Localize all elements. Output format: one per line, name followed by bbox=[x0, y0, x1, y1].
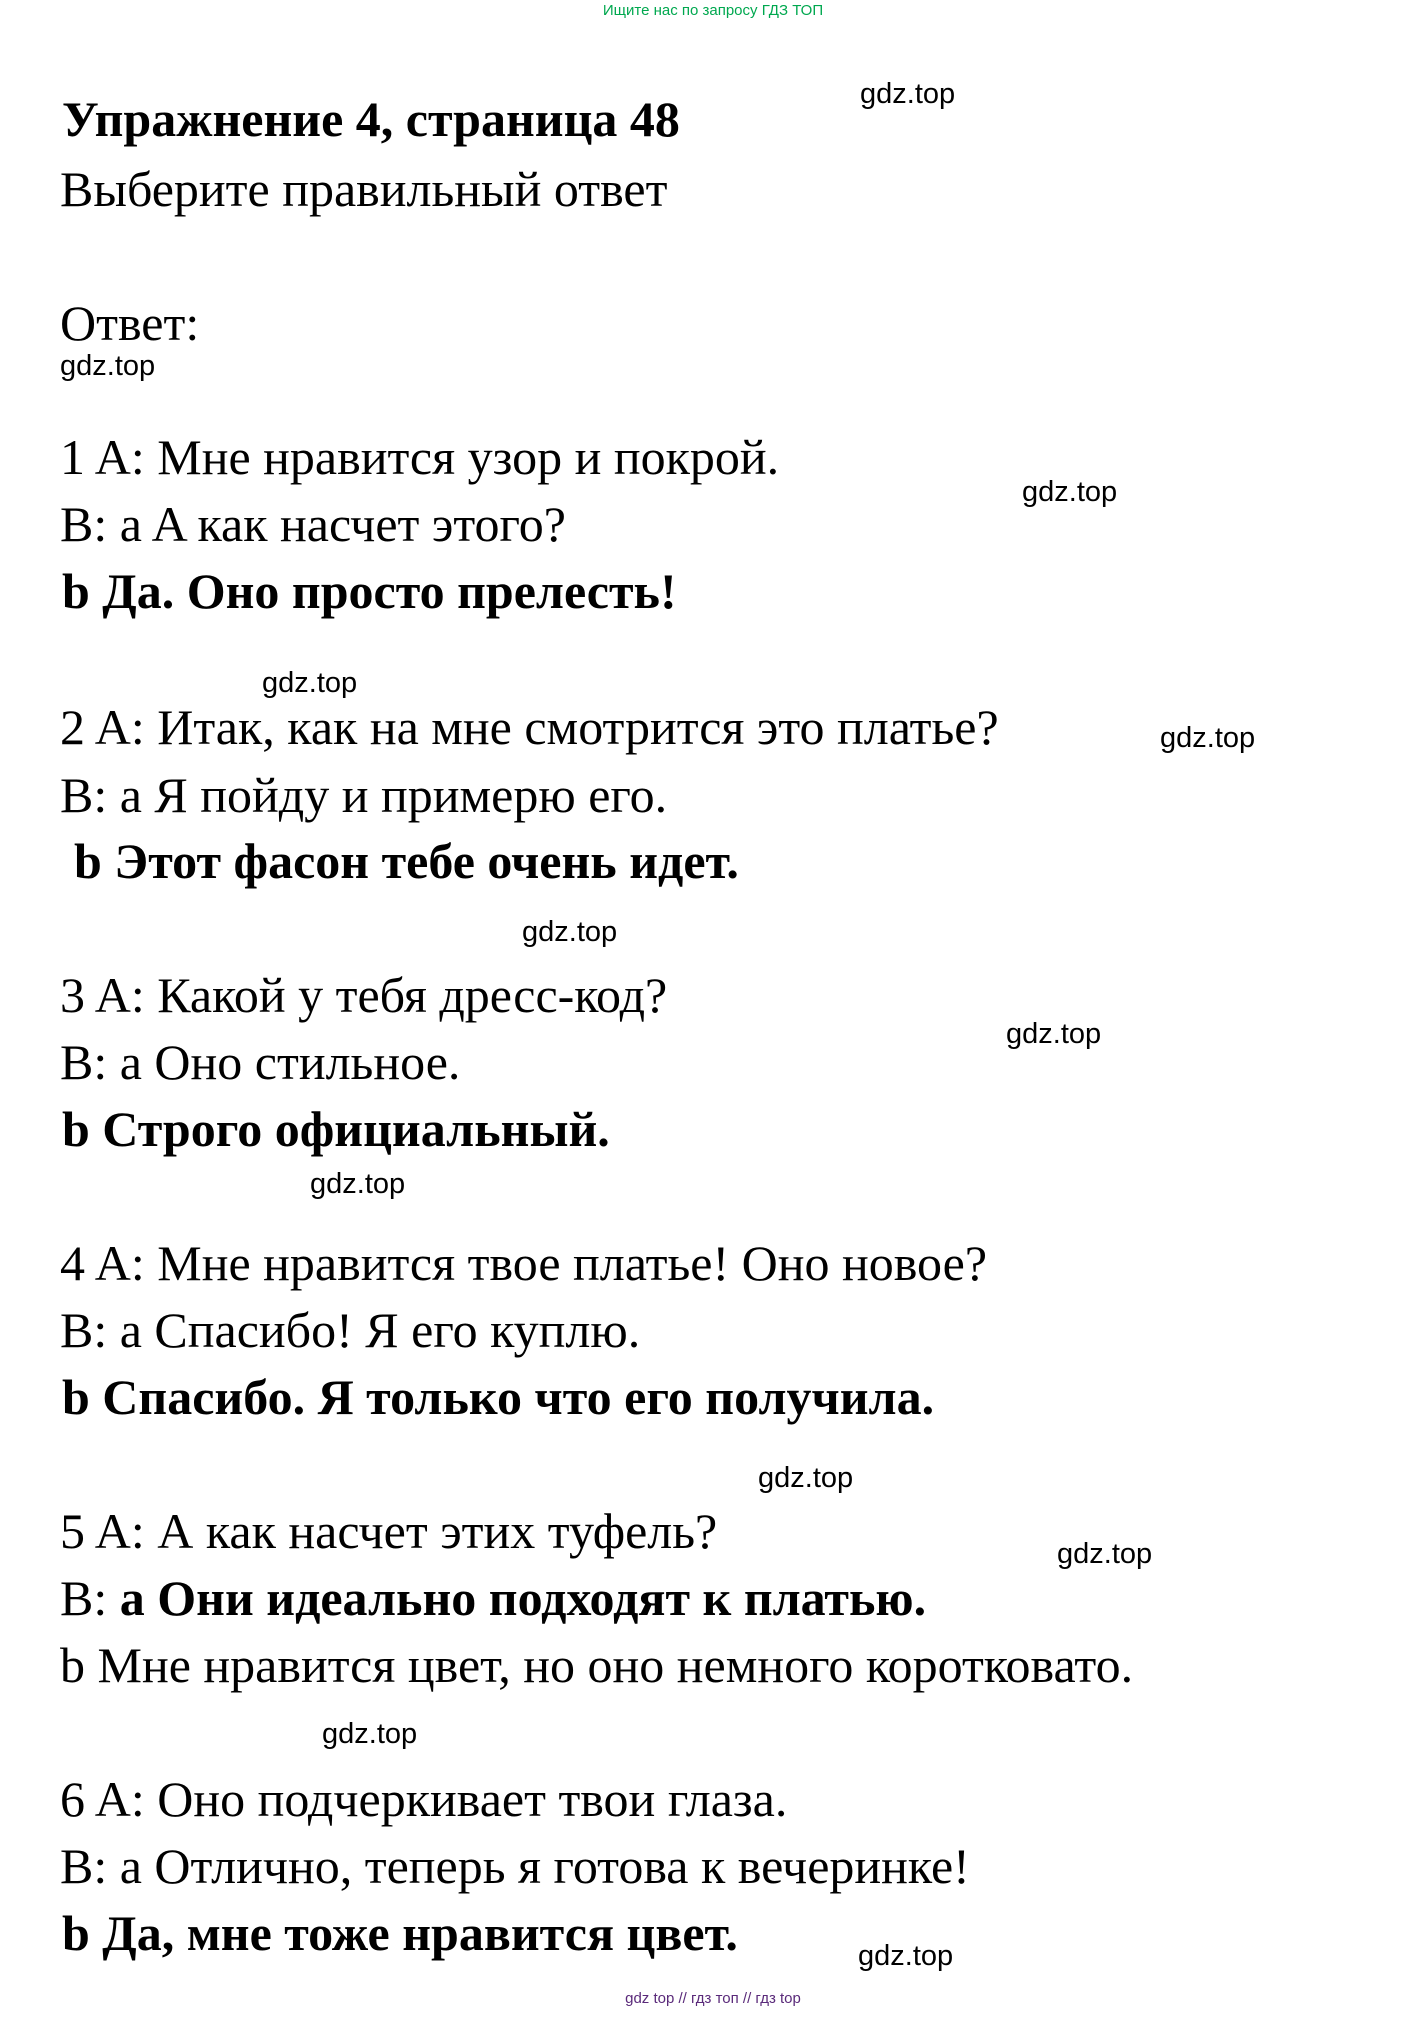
watermark: gdz.top bbox=[522, 916, 618, 948]
option-a-3: B: a Оно стильное. bbox=[60, 1034, 461, 1090]
footer-links: gdz top // гдз топ // гдз top bbox=[625, 1990, 801, 2007]
watermark: gdz.top bbox=[262, 667, 358, 699]
option-b-1-correct: b Да. Оно просто прелесть! bbox=[62, 563, 677, 619]
watermark: gdz.top bbox=[322, 1718, 418, 1750]
watermark: gdz.top bbox=[1160, 722, 1256, 754]
answer-label: Ответ: bbox=[60, 295, 200, 351]
watermark: gdz.top bbox=[860, 78, 956, 110]
watermark: gdz.top bbox=[1022, 476, 1118, 508]
question-2: 2 A: Итак, как на мне смотрится это платье? bbox=[60, 699, 999, 755]
option-a-5-correct: a Они идеально подходят к платью. bbox=[119, 1570, 927, 1626]
watermark: gdz.top bbox=[1057, 1538, 1153, 1570]
instruction: Выберите правильный ответ bbox=[60, 161, 668, 217]
question-3: 3 A: Какой у тебя дресс-код? bbox=[60, 967, 668, 1023]
question-6: 6 A: Оно подчеркивает твои глаза. bbox=[60, 1771, 788, 1827]
option-b-4-correct: b Спасибо. Я только что его получила. bbox=[62, 1369, 935, 1425]
watermark: gdz.top bbox=[310, 1168, 406, 1200]
option-a-4: B: a Спасибо! Я его куплю. bbox=[60, 1302, 641, 1358]
question-1: 1 A: Мне нравится узор и покрой. bbox=[60, 429, 780, 485]
option-a-1: B: a A как насчет этого? bbox=[60, 496, 566, 552]
watermark: gdz.top bbox=[60, 350, 156, 382]
option-b-2-correct: b Этот фасон тебе очень идет. bbox=[74, 833, 739, 889]
watermark: gdz.top bbox=[1006, 1018, 1102, 1050]
top-banner: Ищите нас по запросу ГДЗ ТОП bbox=[602, 2, 824, 19]
option-b-6-correct: b Да, мне тоже нравится цвет. bbox=[62, 1905, 738, 1961]
option-b-5: b Мне нравится цвет, но оно немного коротковато. bbox=[60, 1637, 1134, 1693]
option-a-5-row bbox=[60, 1569, 926, 1627]
option-a-5-prefix: B: bbox=[60, 1570, 120, 1626]
watermark: gdz.top bbox=[858, 1940, 954, 1972]
page-title: Упражнение 4, страница 48 bbox=[62, 91, 680, 147]
option-b-3-correct: b Строго официальный. bbox=[62, 1101, 610, 1157]
question-5: 5 A: А как насчет этих туфель? bbox=[60, 1503, 718, 1559]
watermark: gdz.top bbox=[758, 1462, 854, 1494]
option-a-6: B: a Отлично, теперь я готова к вечеринке! bbox=[60, 1838, 970, 1894]
question-4: 4 A: Мне нравится твое платье! Оно новое? bbox=[60, 1235, 988, 1291]
option-a-2: B: a Я пойду и примерю его. bbox=[60, 767, 668, 823]
